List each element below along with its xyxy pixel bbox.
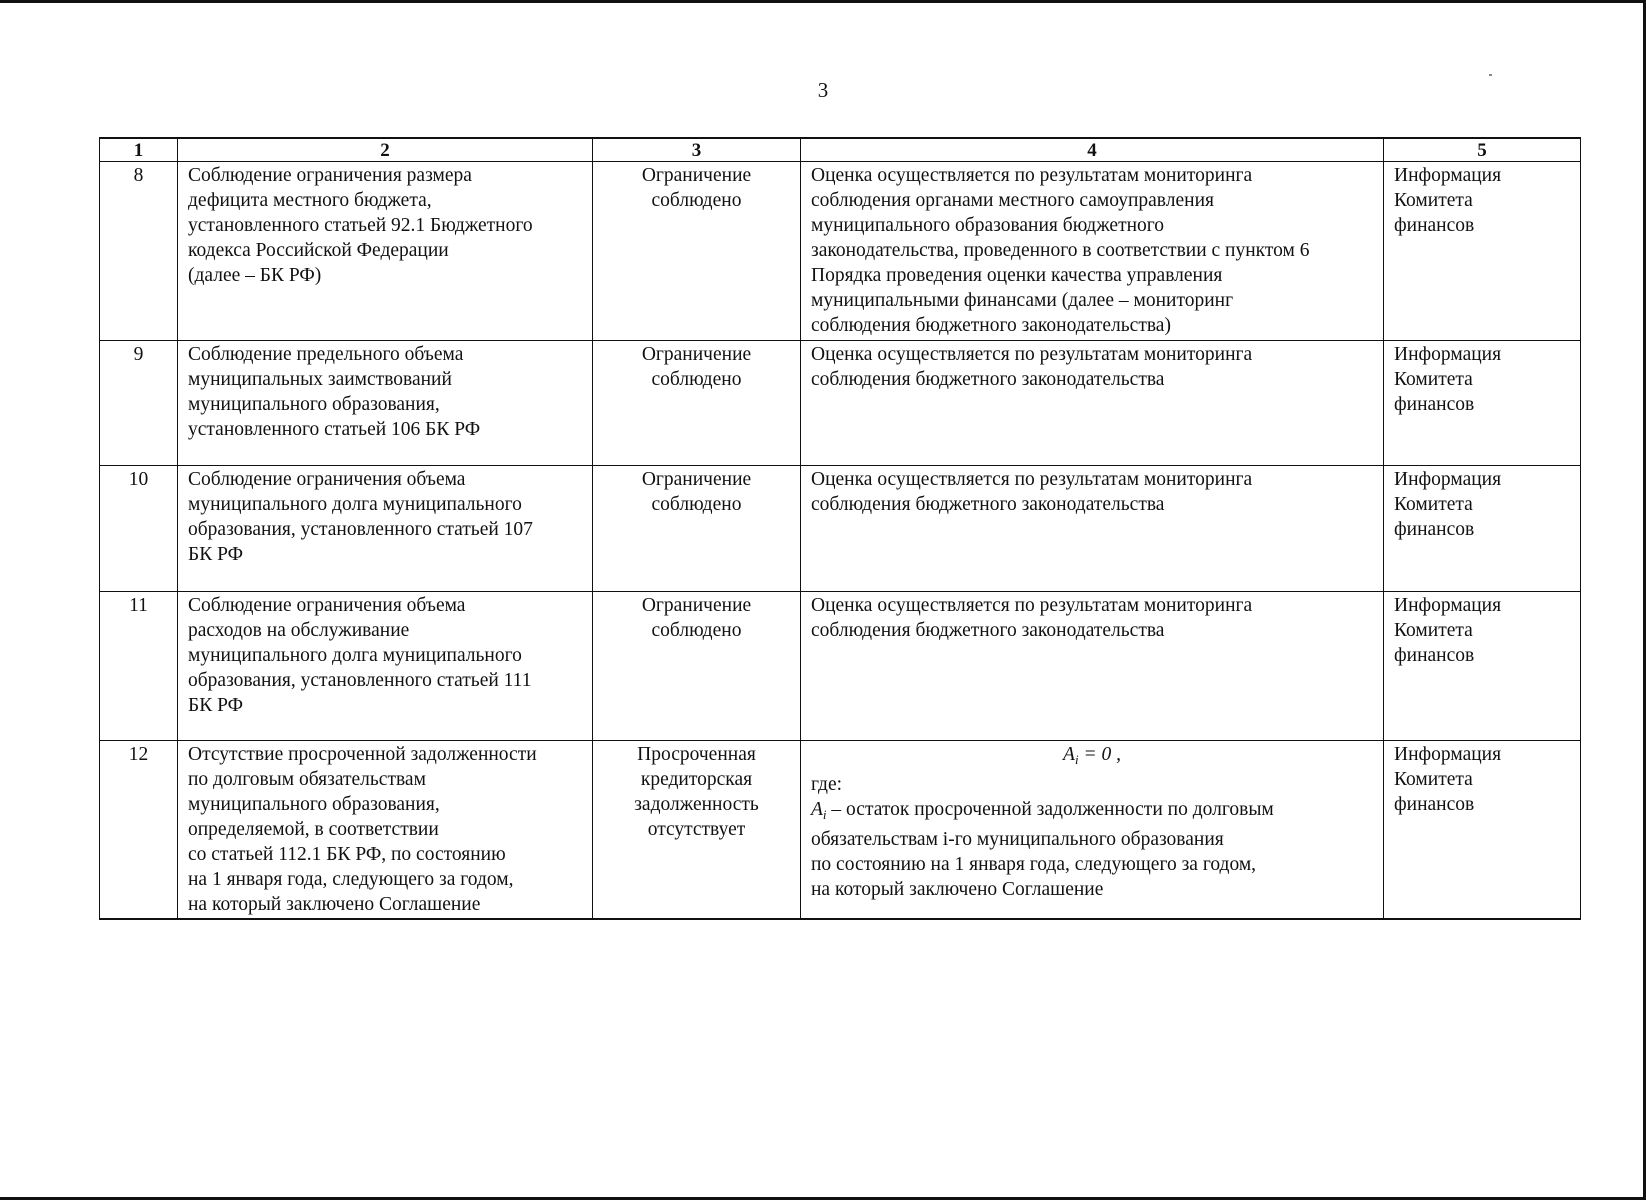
criterion-line: муниципального долга муниципального: [188, 494, 522, 515]
criterion-line: расходов на обслуживание: [188, 620, 410, 641]
value-line: соблюдено: [651, 369, 742, 390]
source-line: Информация: [1394, 595, 1502, 616]
criterion-line: со статьей 112.1 БК РФ, по состоянию: [188, 844, 506, 865]
formula: [811, 742, 1373, 772]
method-line: по состоянию на 1 января года, следующего за годом,: [811, 854, 1257, 875]
criterion-line: Соблюдение ограничения объема: [188, 595, 466, 616]
method-cell: [801, 162, 1384, 341]
value-cell: [593, 592, 801, 741]
source-line: финансов: [1394, 394, 1475, 415]
value-line: задолженность: [634, 794, 759, 815]
criteria-table: [99, 137, 1581, 920]
formula-rhs: = 0 ,: [1078, 744, 1121, 765]
table-row: [100, 162, 1581, 341]
source-line: финансов: [1394, 519, 1475, 540]
criterion-line: муниципального образования,: [188, 794, 440, 815]
source-line: финансов: [1394, 215, 1475, 236]
criterion-line: БК РФ: [188, 544, 243, 565]
formula-subscript: i: [1074, 752, 1079, 767]
value-cell: [593, 341, 801, 466]
source-cell: [1384, 466, 1581, 592]
criterion-cell: [178, 592, 593, 741]
row-number: 10: [100, 466, 178, 592]
method-line: муниципальными финансами (далее – мониторинг: [811, 290, 1234, 311]
source-cell: [1384, 162, 1581, 341]
source-line: финансов: [1394, 794, 1475, 815]
criterion-line: Соблюдение ограничения размера: [188, 165, 472, 186]
criterion-line: муниципального образования,: [188, 394, 440, 415]
criterion-line: Соблюдение ограничения объема: [188, 469, 466, 490]
criterion-line: муниципального долга муниципального: [188, 645, 522, 666]
source-line: Информация: [1394, 744, 1502, 765]
value-line: кредиторская: [640, 769, 753, 790]
method-line: Оценка осуществляется по результатам мониторинга: [811, 595, 1253, 616]
row-number: 11: [100, 592, 178, 741]
criterion-cell: [178, 466, 593, 592]
value-line: Ограничение: [641, 469, 752, 490]
row-number: 9: [100, 341, 178, 466]
source-line: Комитета: [1394, 620, 1473, 641]
source-line: Информация: [1394, 469, 1502, 490]
source-line: Комитета: [1394, 494, 1473, 515]
method-line: соблюдения бюджетного законодательства): [811, 315, 1171, 336]
criterion-line: БК РФ: [188, 695, 243, 716]
criterion-cell: [178, 741, 593, 920]
definition-line: [811, 797, 1373, 827]
method-cell: [801, 741, 1384, 920]
definition-text: – остаток просроченной задолженности по долговым: [826, 799, 1274, 820]
criterion-line: Соблюдение предельного объема: [188, 344, 464, 365]
method-cell: [801, 466, 1384, 592]
source-line: Комитета: [1394, 190, 1473, 211]
method-cell: [801, 341, 1384, 466]
criterion-line: (далее – БК РФ): [188, 265, 322, 286]
criterion-line: образования, установленного статьей 107: [188, 519, 533, 540]
value-line: Просроченная: [637, 744, 756, 765]
method-line: соблюдения органами местного самоуправления: [811, 190, 1214, 211]
method-line: соблюдения бюджетного законодательства: [811, 369, 1165, 390]
value-cell: [593, 741, 801, 920]
criterion-line: дефицита местного бюджета,: [188, 190, 432, 211]
criterion-line: установленного статьей 92.1 Бюджетного: [188, 215, 533, 236]
method-line: обязательствам i-го муниципального образования: [811, 829, 1224, 850]
definition-variable-letter: A: [811, 799, 823, 820]
criterion-line: образования, установленного статьей 111: [188, 670, 532, 691]
source-line: Комитета: [1394, 369, 1473, 390]
source-line: финансов: [1394, 645, 1475, 666]
page-number: 3: [817, 78, 829, 102]
column-header-1: 1: [100, 138, 178, 162]
table-row: [100, 741, 1581, 920]
criterion-line: Отсутствие просроченной задолженности: [188, 744, 537, 765]
value-cell: [593, 162, 801, 341]
source-cell: [1384, 592, 1581, 741]
definition-variable: [811, 799, 827, 820]
column-header-3: 3: [593, 138, 801, 162]
table-header-row: [100, 138, 1581, 162]
column-header-2: 2: [178, 138, 593, 162]
value-cell: [593, 466, 801, 592]
source-cell: [1384, 741, 1581, 920]
table-row: [100, 592, 1581, 741]
source-line: Информация: [1394, 344, 1502, 365]
scan-speck: [1489, 74, 1492, 76]
criterion-cell: [178, 341, 593, 466]
value-line: Ограничение: [641, 165, 752, 186]
criterion-line: на 1 января года, следующего за годом,: [188, 869, 514, 890]
formula-variable: A: [1063, 744, 1075, 765]
method-line: муниципального образования бюджетного: [811, 215, 1165, 236]
definition-variable-subscript: i: [822, 807, 827, 822]
method-line: соблюдения бюджетного законодательства: [811, 620, 1165, 641]
method-line: на который заключено Соглашение: [811, 879, 1104, 900]
criterion-line: кодекса Российской Федерации: [188, 240, 449, 261]
source-line: Информация: [1394, 165, 1502, 186]
where-label: где:: [811, 774, 843, 795]
column-header-4: 4: [801, 138, 1384, 162]
criterion-line: определяемой, в соответствии: [188, 819, 439, 840]
method-line: соблюдения бюджетного законодательства: [811, 494, 1165, 515]
value-line: соблюдено: [651, 190, 742, 211]
source-cell: [1384, 341, 1581, 466]
criterion-cell: [178, 162, 593, 341]
method-line: законодательства, проведенного в соответствии с пунктом 6: [811, 240, 1310, 261]
column-header-5: 5: [1384, 138, 1581, 162]
table-row: [100, 341, 1581, 466]
row-number: 12: [100, 741, 178, 920]
value-line: Ограничение: [641, 595, 752, 616]
criterion-line: по долговым обязательствам: [188, 769, 426, 790]
value-line: соблюдено: [651, 494, 742, 515]
criterion-line: установленного статьей 106 БК РФ: [188, 419, 481, 440]
row-number: 8: [100, 162, 178, 341]
table-row: [100, 466, 1581, 592]
method-line: Оценка осуществляется по результатам мониторинга: [811, 344, 1253, 365]
method-line: Оценка осуществляется по результатам мониторинга: [811, 469, 1253, 490]
method-line: Порядка проведения оценки качества управления: [811, 265, 1223, 286]
criterion-line: на который заключено Соглашение: [188, 894, 481, 915]
source-line: Комитета: [1394, 769, 1473, 790]
value-line: соблюдено: [651, 620, 742, 641]
value-line: отсутствует: [647, 819, 746, 840]
method-cell: [801, 592, 1384, 741]
criterion-line: муниципальных заимствований: [188, 369, 452, 390]
value-line: Ограничение: [641, 344, 752, 365]
method-line: Оценка осуществляется по результатам мониторинга: [811, 165, 1253, 186]
